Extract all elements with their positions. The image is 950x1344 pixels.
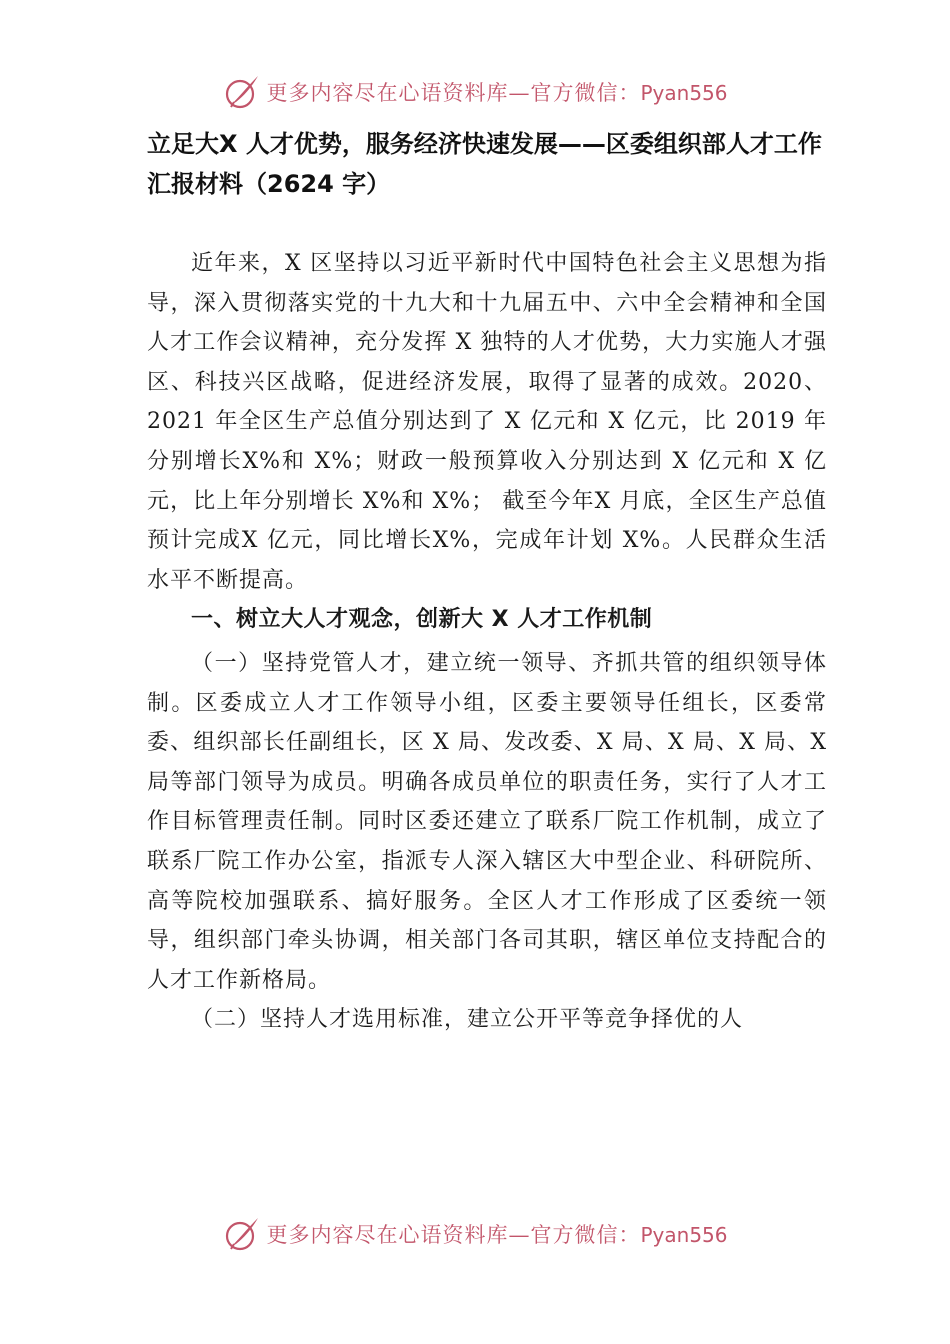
subsection-paragraph-2: （二）坚持人才选用标准，建立公开平等竞争择优的人 [191, 1007, 744, 1033]
quill-pen-circle-icon [222, 1214, 262, 1254]
document-title: 立足大X 人才优势，服务经济快速发展——区委组织部人才工作汇报材料（2624 字） [147, 130, 822, 198]
watermark-banner-bottom [0, 1212, 950, 1256]
document-body [147, 244, 827, 1040]
watermark-text: 更多内容尽在心语资料库—官方微信：Pyan556 [266, 1223, 728, 1247]
watermark-banner-top [0, 70, 950, 114]
intro-paragraph: 近年来，X 区坚持以习近平新时代中国特色社会主义思想为指导，深入贯彻落实党的十九大和十九届五中、六中全会精神和全国人才工作会议精神，充分发挥 X 独特的人才优势，大力实施人才强区、科技兴区战略，促进经济发展，取得了显著的成效。2020、2021 年全区生产总值分别达到了 X 亿元和 X 亿元，比 2019 年分别增长X%和 X%；财政一般预算收入分别达到 X 亿元和 X 亿元，比上年分别增长 X%和 X%； 截至今年X 月底，全区生产总值预计完成X 亿元，同比增长X%，完成年计划 X%。人民群众生活水平不断提高。 [147, 251, 827, 593]
watermark-text: 更多内容尽在心语资料库—官方微信：Pyan556 [266, 81, 728, 105]
wechat-id: Pyan556 [640, 81, 728, 105]
quill-pen-circle-icon [222, 72, 262, 112]
wechat-id: Pyan556 [640, 1223, 728, 1247]
subsection-paragraph-1: （一）坚持党管人才，建立统一领导、齐抓共管的组织领导体制。区委成立人才工作领导小组，区委主要领导任组长，区委常委、组织部长任副组长，区 X 局、发改委、X 局、X 局、X 局、X 局等部门领导为成员。明确各成员单位的职责任务，实行了人才工作目标管理责任制。同时区委还建立了联系厂院工作机制，成立了联系厂院工作办公室，指派专人深入辖区大中型企业、科研院所、高等院校加强联系、搞好服务。全区人才工作形成了区委统一领导，组织部门牵头协调，相关部门各司其职，辖区单位支持配合的人才工作新格局。 [147, 650, 827, 993]
section-heading-1: 一、树立大人才观念，创新大 X 人才工作机制 [191, 607, 653, 633]
